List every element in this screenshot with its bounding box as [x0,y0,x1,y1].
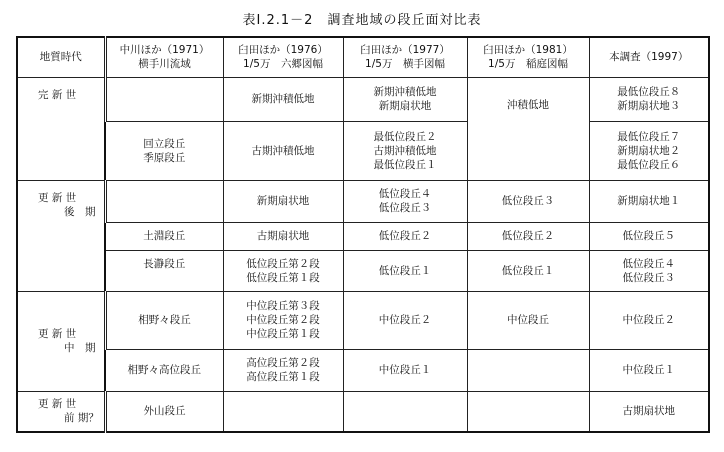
cell-inaniwa: 沖積低地 [467,77,589,180]
table-row [17,222,709,250]
era-late-pleistocene: 更 新 世 後 期 [17,180,105,291]
cell-yokote: 中位段丘２ [343,291,467,349]
cell-this-study: 低位段丘５ [589,222,709,250]
cell-rokugo: 新期扇状地 [223,180,343,222]
cell-rokugo: 中位段丘第３段 中位段丘第２段 中位段丘第１段 [223,291,343,349]
cell-rokugo: 高位段丘第２段 高位段丘第１段 [223,349,343,391]
era-early-pleistocene: 更 新 世 前 期？ [17,391,105,432]
cell-this-study: 最低位段丘７ 新期扇状地２ 最低位段丘６ [589,121,709,180]
table-row [17,291,709,349]
cell-this-study: 中位段丘１ [589,349,709,391]
header-yokote: 臼田ほか（1977） 1/5万 横手図幅 [343,37,467,77]
cell-rokugo: 古期沖積低地 [223,121,343,180]
cell-nakagawa: 回立段丘 季原段丘 [105,121,223,180]
table-row [17,391,709,432]
table-row [17,180,709,222]
header-this-study: 本調査（1997） [589,37,709,77]
table-row [17,250,709,291]
cell-rokugo: 低位段丘第２段 低位段丘第１段 [223,250,343,291]
cell-inaniwa [467,391,589,432]
cell-yokote: 低位段丘４ 低位段丘３ [343,180,467,222]
cell-nakagawa: 相野々高位段丘 [105,349,223,391]
era-holocene: 完 新 世 [17,77,105,180]
cell-inaniwa: 低位段丘３ [467,180,589,222]
table-row [17,349,709,391]
terrace-correlation-table [16,36,710,433]
cell-yokote: 低位段丘２ [343,222,467,250]
table-row [17,77,709,121]
table-row [17,121,709,180]
cell-rokugo: 古期扇状地 [223,222,343,250]
cell-nakagawa [105,180,223,222]
cell-nakagawa: 外山段丘 [105,391,223,432]
cell-yokote: 最低位段丘２ 古期沖積低地 最低位段丘１ [343,121,467,180]
header-inaniwa: 臼田ほか（1981） 1/5万 稲庭図幅 [467,37,589,77]
cell-inaniwa [467,349,589,391]
cell-this-study: 中位段丘２ [589,291,709,349]
cell-rokugo: 新期沖積低地 [223,77,343,121]
cell-this-study: 低位段丘４ 低位段丘３ [589,250,709,291]
cell-yokote: 中位段丘１ [343,349,467,391]
cell-this-study: 古期扇状地 [589,391,709,432]
header-nakagawa: 中川ほか（1971） 横手川流域 [105,37,223,77]
cell-yokote: 新期沖積低地 新期扇状地 [343,77,467,121]
header-row [17,37,709,77]
cell-inaniwa: 低位段丘２ [467,222,589,250]
cell-nakagawa: 土淵段丘 [105,222,223,250]
header-rokugo: 臼田ほか（1976） 1/5万 六郷図幅 [223,37,343,77]
cell-nakagawa [105,77,223,121]
cell-rokugo [223,391,343,432]
cell-this-study: 最低位段丘８ 新期扇状地３ [589,77,709,121]
cell-nakagawa: 相野々段丘 [105,291,223,349]
cell-inaniwa: 中位段丘 [467,291,589,349]
table-title: 表Ⅰ.2.1－2 調査地域の段丘面対比表 [242,13,482,28]
cell-yokote [343,391,467,432]
header-era: 地質時代 [17,37,105,77]
cell-this-study: 新期扇状地１ [589,180,709,222]
cell-inaniwa: 低位段丘１ [467,250,589,291]
cell-nakagawa: 長瀞段丘 [105,250,223,291]
era-middle-pleistocene: 更 新 世 中 期 [17,291,105,391]
cell-yokote: 低位段丘１ [343,250,467,291]
